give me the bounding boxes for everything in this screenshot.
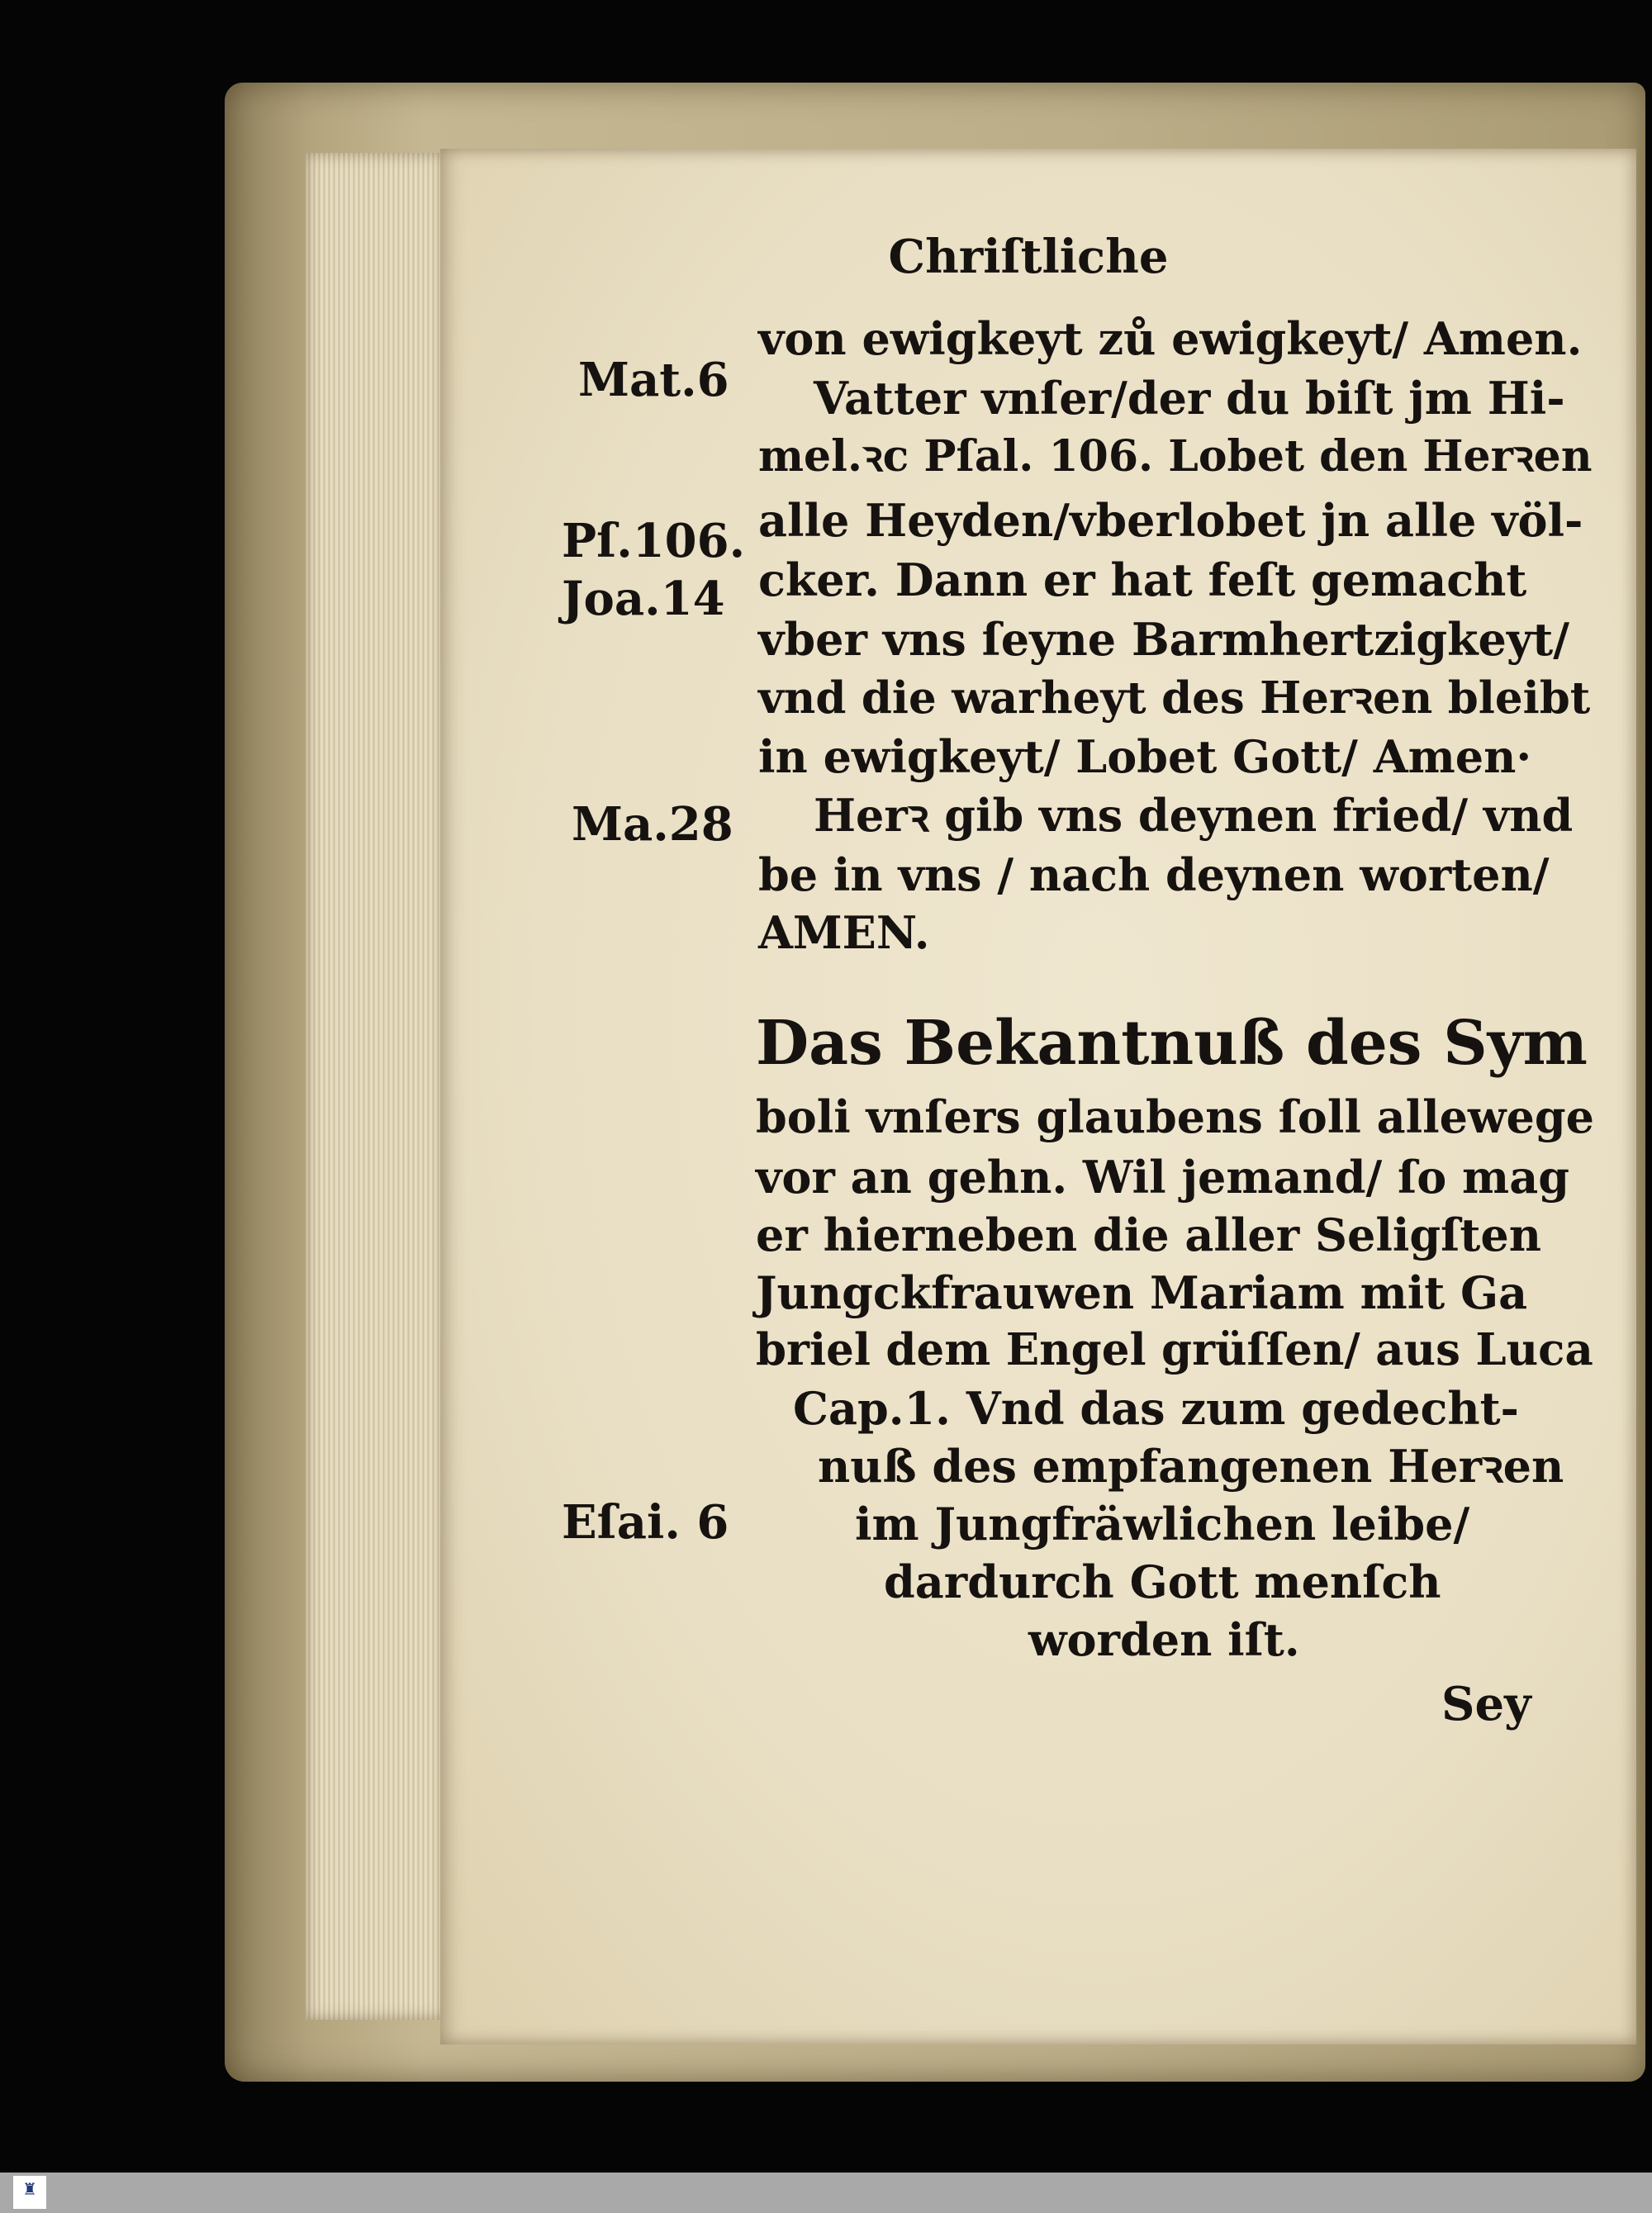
text-line-20: im Jungfräwlichen leibe/ (855, 1498, 1470, 1551)
text-line-9: Herꝛ gib vns deynen fried/ vnd (814, 789, 1574, 842)
text-line-1: von ewigkeyt zů ewigkeyt/ Amen. (758, 312, 1583, 365)
text-line-10: be in vns / nach deynen worten/ (758, 848, 1550, 901)
margin-ref-ps106: Pſ.106. (562, 514, 746, 568)
margin-ref-joa14: Joa.14 (562, 572, 725, 626)
text-line-8: in ewigkeyt/ Lobet Gott/ Amen· (758, 730, 1532, 783)
text-line-2: Vatter vnſer/der du biſt jm Hi- (814, 372, 1565, 425)
viewer-footer-bar (0, 2173, 1652, 2213)
text-line-6: vber vns ſeyne Barmhertzigkeyt/ (758, 613, 1569, 666)
text-line-13: boli vnſers glaubens ſoll allewege (756, 1090, 1594, 1143)
margin-ref-ma28: Ma.28 (572, 797, 733, 852)
text-line-3: mel.ꝛc Pſal. 106. Lobet den Herꝛen (758, 431, 1593, 482)
library-logo (13, 2176, 46, 2209)
margin-ref-esai6: Eſai. 6 (562, 1495, 729, 1550)
margin-ref-mat6: Mat.6 (578, 353, 729, 407)
text-line-18: Cap.1. Vnd das zum gedecht- (793, 1382, 1519, 1435)
catchword: Sey (1441, 1677, 1531, 1731)
text-line-14: vor an gehn. Wil jemand/ ſo mag (756, 1151, 1569, 1204)
page-edges (306, 153, 446, 2020)
text-line-7: vnd die warheyt des Herꝛen bleibt (758, 672, 1591, 724)
text-line-16: Jungckfrauwen Mariam mit Ga (756, 1266, 1528, 1319)
text-line-11: AMEN. (758, 906, 930, 959)
text-line-22: worden iſt. (1028, 1613, 1300, 1666)
running-header: Chriſtliche (888, 230, 1169, 284)
text-line-5: cker. Dann er hat feſt gemacht (758, 553, 1527, 606)
text-line-15: er hierneben die aller Seligſten (756, 1209, 1541, 1261)
library-logo-icon: ♜ (22, 2179, 37, 2199)
text-line-17: briel dem Engel grüſſen/ aus Luca (756, 1324, 1593, 1375)
text-line-19: nuß des empfangenen Herꝛen (818, 1440, 1564, 1493)
text-line-4: alle Heyden/vberlobet jn alle völ- (758, 494, 1583, 547)
text-line-21: dardurch Gott menſch (884, 1555, 1441, 1608)
section-heading-line: Das Bekantnuß des Sym (756, 1008, 1588, 1079)
